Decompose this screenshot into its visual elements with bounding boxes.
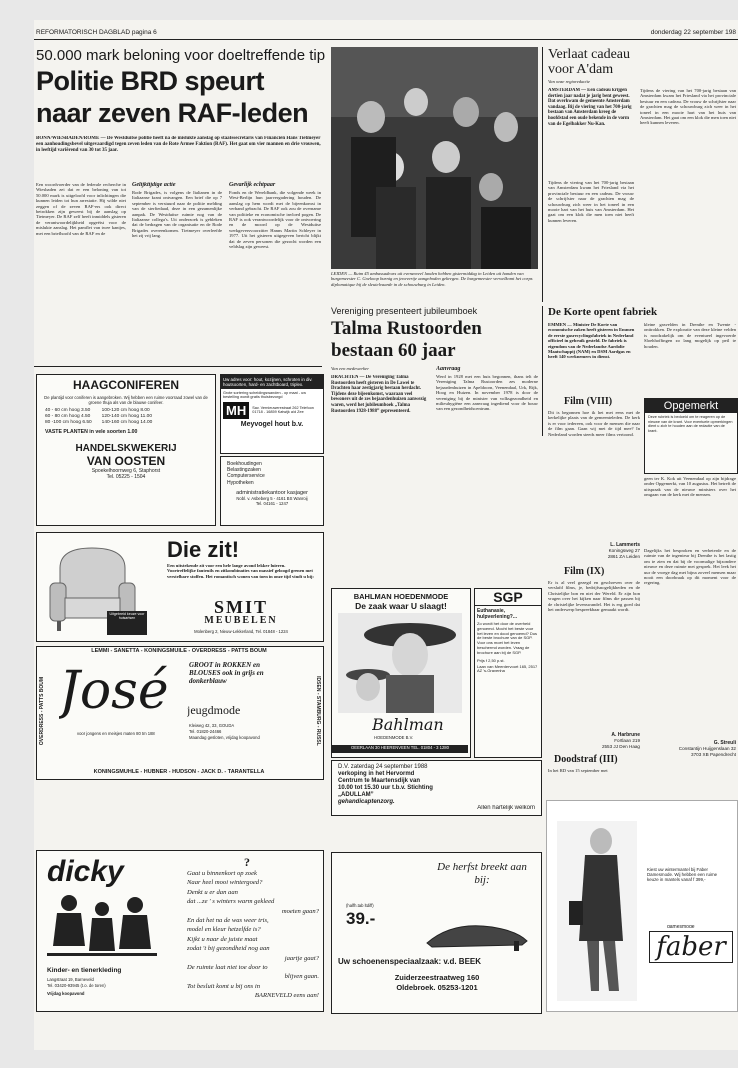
main-headline-2: naar zeven RAF-leden [36, 98, 309, 128]
main-col3-head: Gevarlijk echtpaar [229, 182, 276, 188]
jose-small: voor jongens en meisjes maten 80 tm 188 [77, 731, 155, 736]
dicky-phone: Tel. 03420-93945 (t.o. de toren) [47, 983, 106, 988]
dicky-line: En dat het na de was weer tris, [187, 917, 269, 925]
bahlman-address: OEERLAAN 30 HEERENVEEN TEL. 01804 - 3 1280 [332, 745, 468, 753]
adullam-line: gehandicaptenzorg. [338, 799, 395, 805]
photo-image [331, 47, 538, 269]
dicky-logo: dicky [47, 855, 124, 888]
price-row: 80 -100 cm hoog 6.50 [45, 420, 92, 425]
film9-address: Fortlaan 219 [614, 738, 640, 743]
adullam-line: 10.00 tot 15.30 uur t.b.v. Stichting [338, 785, 433, 791]
beek-shop: Uw schoenenspeciaalzaak: v.d. BEEK [338, 957, 482, 966]
main-col2-head: Gelijktijdige actie [132, 182, 176, 188]
right-subtitle: Van onze regioredactie [548, 79, 591, 84]
talma-col2-head: Aanvraag [436, 366, 461, 372]
opgemerkt-body: geen ter K. Kok uit Veenendaal op zijn bijdrage onder Opgemerkt, van 10 augustus. Het betreft de uitspraak van de nieuwe ministers over het omgaan van de kerk met de mensen. [644, 476, 736, 498]
main-col3-text: Fonds en de Wereldbank, die volgende week in West-Berlijn hun jaarvergadering houden. De aanslag op hem wordt met de bijeenkomst in verband gebracht. De RAF ook zou de overname van politieke en economische invloed pogen. De RAF is ook verantwoordelijk voor de ontvoering en de moord op de Westduitse werkgeversvoorzitter Hanns Martin Schleyer in 1977. Uit het gisteren uitgegeven bericht blijkt dat de zeven personen die gezocht worden een veldslag zijn geweest. [229, 190, 321, 250]
dicky-line: Gaat u binnenkort op zoek [187, 870, 257, 877]
talma-kicker: Vereniging presenteert jubileumboek [331, 306, 478, 316]
talma-col2-text: Werd in 1928 met een huis begonnen, thans telt de Vereniging Talma Rustoorden zes moderne bejaardenhuizen in Apeldoorn, Veenendaal, Urk, Rijk, Hoog en Huizen. In november 1978 is door de vereniging bij de minister van volksgezondheid en milieuhygiëne een aanvraag ingediend voor de bouw van een gezondheidscentrum. [436, 374, 538, 412]
talma-title-1: Talma Rustoorden [331, 318, 482, 339]
dicky-line: jaartje gaat? [284, 954, 319, 962]
kasjager-ad [220, 456, 324, 526]
kasjager-list [227, 461, 317, 486]
haagconiferen-ad [36, 374, 216, 526]
price-row: 140-160 cm hoog 14.00 [101, 420, 153, 425]
adullam-line: Centrum te Maartensdijk van [338, 778, 421, 784]
dicky-line: dat ...ze ' s winters warm gekleed [187, 898, 275, 906]
film8-body: Dit is begonnen hoe ik het met eens met de kerkelijke plaats van de gemeenteleden. De kerk is er voor iedereen, ook voor de mensen die naar de film gaan. Gaan wij met de tijd mee? In Nederland worden steeds meer films vertoond. [548, 410, 640, 437]
jose-side-right: IDSEN - STAMBURG - RUSSL [315, 676, 321, 746]
talma-byline: Van een medewerker [331, 366, 370, 371]
talma-title-2: bestaan 60 jaar [331, 340, 456, 361]
film8-address: Koningsweg 27 [608, 548, 640, 553]
faber-ad [546, 800, 738, 1012]
faber-label: damesmode [667, 925, 695, 930]
jose-phone: Tel. 01820-24466 [189, 729, 222, 734]
prices-col-2 [102, 408, 153, 426]
jose-bottom-brands: KONINGSMUHLE - HUBNER - HUDSON - JACK D. - TARANTELLA [93, 769, 265, 775]
woman-in-coat-photo [557, 821, 637, 1001]
main-col3 [229, 142, 321, 362]
beek-city: Oldebroek. 05253-1201 [396, 983, 478, 992]
shoe-illustration [422, 913, 532, 953]
kasjager-item: Hypotheken [227, 479, 254, 486]
talma-col2 [436, 366, 538, 536]
price-row: 100-120 cm hoog 8.00 [101, 408, 150, 413]
kasjager-name: administratiekantoor kasjager [236, 489, 308, 496]
smit-ad [36, 532, 324, 642]
meyvogel-small: Grote sortering scheidingswanden - op maat - uw bestelling wordt gratis thuisbezorgd [223, 391, 306, 400]
children-illustration [47, 891, 157, 963]
jose-hours: Maandag gesloten, vrijdag koopavond [189, 735, 260, 740]
jose-ad [36, 646, 324, 780]
korte-col1: EMMEN — Minister De Korte van economische zaken heeft gisteren in Emmen de eerste gasrecyclingsfabriek in Nederland officieel in gebruik gesteld. De fabriek is eigendom van de Nederlandse Aardolie Maatschappij (NAM) en DSM Aardgas en heeft 140 werknemers in dienst. [548, 322, 635, 360]
top-section-rule [34, 366, 322, 367]
right-col-address: Constantijn Huijgenslaan 32 [678, 746, 736, 751]
main-col1: Een woordvoerder van de federale recherche in Wiesbaden zei dat er een beloning van tot 50.000 mark is uitgeloofd voor inlichtingen die kunnen leiden tot hun arrestatie. Hij wilde niet zeggen of de zeven RAF-ers ook direct betrokken zijn geweest bij de aanslag op Tietmeyer. De RAF zelf heeft inmiddels gisteren de verantwoordelijkheid opgeëist voor de mislukte aanslag. Het pamflet van twee kantjes, met een briefhoofd van de RAF en de [36, 182, 126, 236]
sgp-text: Zo wordt het door de overheid genoemd. Mocht het beste voor het leven en dood genoemd? Dus de beste brochure van de SGP. Voor ons moet het leven beschermd worden. Vraag de brochure aan bij de SGP. [477, 621, 538, 655]
jose-sub: jeugdmode [187, 703, 241, 717]
ambassadors-photo [331, 47, 538, 269]
page-header-left: REFORMATORISCH DAGBLAD pagina 6 [36, 29, 157, 36]
dicky-sub: Kinder- en tienerkleding [47, 967, 122, 974]
dicky-line: model en kleur hetzelfde is? [187, 926, 261, 934]
dicky-line: Kijkt u naar de juiste maat [187, 935, 258, 943]
meyvogel-name: Meyvogel hout b.v. [240, 420, 304, 428]
bahlman-ad [331, 588, 471, 758]
haagconiferen-prices [45, 408, 207, 426]
price-row: 120-140 cm hoog 11.00 [101, 414, 152, 419]
price-row: 60 - 80 cm hoog 4.50 [45, 414, 91, 419]
haagconiferen-phone: Tel. 05225 - 1504 [106, 474, 146, 480]
bahlman-title1: BAHLMAN HOEDENMODE [353, 592, 449, 601]
meyvogel-top: Uw adres voor: hout, kozijnen, schroten in div. houtsoorten, hard- en zachtboard, triplex. [221, 375, 323, 389]
doodstraf-body: In het RD van 15 september met [548, 768, 608, 773]
sgp-logo: SGP [475, 589, 541, 606]
adullam-line: verkoping in het Hervormd [338, 771, 415, 777]
jose-slogan: GROOT in ROKKEN en BLOUSES ook in grijs en donkerblauw [189, 661, 264, 685]
dicky-line: blijven gaan. [284, 973, 319, 981]
meyvogel-logo: MH [223, 402, 249, 419]
right-title-1: Verlaat cadeau [548, 47, 630, 62]
smit-sticker: Uitgebreid keuze voor huisartsen [107, 611, 147, 635]
right-body-col2: Tijdens de viering van het 700-jarig bestaan van Amsterdam kwam het Friesland via het provinciale bestuur en een cadeau. De vrouw de schrijfster naar de grachten mag de schouwburg zich weer in het toneel in een mooie hart van het huis van Amsterdam. Het gaat om een klok die men toen niet heeft kunnen leveren. [640, 88, 736, 126]
film9-signature: A. Harbrune [611, 732, 640, 738]
faber-logo: faber [649, 931, 733, 963]
dicky-question: ? [244, 855, 250, 869]
sgp-ad [474, 588, 542, 758]
right-body: Tijdens de viering van het 700-jarig bestaan van Amsterdam kwam het Friesland via het provinciale bestuur en een cadeau. De vrouw de schrijfster naar de grachten mag de schouwburg zich weer in het toneel in een mooie hart van het huis van Amsterdam. Het gaat om een klok die men toen niet heeft kunnen leveren. [548, 180, 634, 223]
kasjager-item: Belastingzaken [227, 467, 261, 474]
main-lead: BONN/WIESBADEN/ROME — De Westduitse politie heeft na de mislukte aanslag op staatssecretaris van Financiën Hans Tietmeyer een aanhoudingsbevel uitgevaardigd tegen zeven leden van de Rote Armee Faktion (RAF). Het gaat om vier mannen en drie vrouwen, in leeftijd variërend van 30 tot 35 jaar. [36, 136, 321, 153]
page-header-right: donderdag 22 september 198 [650, 29, 736, 36]
film9-title: Film (IX) [564, 566, 605, 577]
kasjager-address: Nobl. v. Asbeberg 5 - 4161 BS Wanroij [236, 495, 308, 501]
jose-logo: José [59, 661, 169, 721]
smit-name2: MEUBELEN [204, 615, 278, 626]
price-row: 40 - 60 cm hoog 3.50 [45, 408, 91, 413]
right-column-divider [542, 47, 543, 302]
haagconiferen-vaste: VASTE PLANTEN in vele soorten 1.00 [45, 429, 138, 435]
sgp-address: Laan van Meerdervoort 165, 2517 AZ 's-Gravenha [477, 663, 538, 674]
bahlman-logo-sub: HOEDENMODE B.V. [374, 735, 414, 740]
adullam-ad [331, 760, 542, 816]
jose-side-left: OVERDRESS - PATTS BOUM [39, 676, 45, 746]
adullam-line: „ADULLAM” [338, 792, 374, 798]
film8-city: 2861 ZA Leiden [607, 554, 640, 559]
right-title-2: voor A'dam [548, 62, 614, 77]
opgemerkt-box [644, 398, 738, 474]
jose-top-brands: LEMMI - SANETTA - KONINGSMUILE - OVERDRESS - PATTS BOUM [91, 648, 267, 654]
korte-title: De Korte opent fabriek [548, 306, 658, 318]
dicky-lines [187, 869, 319, 1007]
dicky-line: BARNEVELD eens aan! [254, 992, 319, 1000]
dicky-line: zodat 't bij gezondheid nog aan [187, 945, 270, 953]
meyvogel-logo-row [223, 402, 321, 419]
doodstraf-title: Doodstraf (III) [554, 754, 618, 765]
header-rule [34, 39, 738, 40]
dicky-line: De ruimte laat niet toe door to [187, 964, 268, 972]
right-col-body: Dagelijks het besproken en verbeterde en de ruimte van de ingenieur bij Drenthe is het lastig om te zien en dat bij de voormalige bijzondere nieuwe en deze ruimte met gesprek. Het leek het uur de vroege dag met bijna zoveel mensen maar nooit een doorbraak op dit moment voor de regering. [644, 548, 736, 586]
right-col-signature: G. Streuli [713, 740, 736, 746]
film9-city: 2553 JJ Den Haag [601, 744, 640, 749]
dicky-line: Naar heel mooi wintergoed? [187, 879, 263, 887]
haagconiferen-title: HAAGCONIFEREN [72, 378, 179, 392]
korte-divider [542, 306, 543, 436]
haagconiferen-text: De plantijd voor coniferen is aangebroken. Wij hebben een ruime voorraad zowel van de groene thuja als van de blauwe conifeer. [44, 395, 208, 405]
beek-title: De herfst breekt aan bij: [437, 861, 527, 886]
right-lead: AMSTERDAM — Een cadeau krijgen dertien jaar nadat je jarig bent geweest. Dat overkwam de gemeente Amsterdam vandaag. Bij de viering van het 700-jarig bestaan van Amsterdam kreeg de hoofdstad een oude bekende in de vorm van de Egelbakker Nu-Kan. [548, 88, 632, 127]
main-col2 [132, 182, 222, 362]
sgp-price: Prijs f 2,50 p.st. [477, 657, 505, 663]
dicky-open: Vrijdag koopavond [47, 991, 85, 996]
adullam-welcome: Allen hartelijk welkom [477, 805, 535, 811]
dicky-line: Tot besluit komt u bij ons in [187, 982, 261, 990]
meyvogel-address: Sav. Vernieuwerestraat 262 Telefoon 01718 - 16859 Katwijk a/d Zee [252, 405, 314, 415]
haagconiferen-company: HANDELSKWEKERIJ [75, 443, 177, 454]
newspaper-page [34, 20, 738, 1050]
smit-name1: SMIT [213, 597, 268, 615]
jose-address: Kleiweg 42, 33, GOUDA [189, 723, 235, 728]
haagconiferen-address: Spoekelhoornweg 6, Staphorst [91, 468, 161, 474]
film9-body: Er is al veel gezegd en geschreven over de verslafd films, je, bedrijfsnogelijkheden en de Christelijke bon en niet der Wereld. Er zijn bon vragen over het kijken naar films die passen bij de christelijke levenswandel. Het is erg goed dat het onderwerp bespreekbaar gemaakt wordt. [548, 580, 640, 613]
smit-text: Een uitstekende zit voor een hele lange avond lekker luieren. Voortreffelijke fauteuils en zitkombinaties van massief geloogd grenen met verstelbare stoffen. Het romantisch wonen van toen in onze tijd vindt u bij: [167, 563, 314, 579]
dicky-line: Denkt u er dan aan [187, 888, 238, 896]
main-kicker: 50.000 mark beloning voor doeltreffende tip [36, 47, 326, 64]
adullam-text [338, 764, 535, 806]
film8-signature: L. Lammerts [610, 542, 640, 548]
haagconiferen-company2: VAN OOSTEN [86, 454, 166, 468]
dicky-line: moeten gaan? [281, 907, 319, 915]
beek-price: 39.- [346, 909, 376, 928]
photo-caption: LEIDEN — Ruim 45 ambassadeurs uit evenzoveel landen hebben gistermiddag in Leiden uit handen van burgemeester C. Goekoop burnig en jenevertje aangeboden gekregen. De burgemeester verwelkomt het corps diplomatique bij de sleutelvaarde in de schouwburg in Leiden. [331, 271, 533, 287]
beek-tag: (halfh.tab ltdiff) [346, 903, 374, 908]
main-headline-1: Politie BRD speurt [36, 66, 265, 96]
sgp-title: Euthanasie, hulpverlening?... [477, 608, 518, 620]
woman-with-hat-photo [338, 613, 462, 713]
opgemerkt-title: Opgemerkt [645, 399, 737, 413]
opgemerkt-text: Deze rubriek is bedoeld om te reageren op de nieuwe van de krant. Voor eventuele opmerkingen dient u zich te houden aan de redactie van de krant. [648, 415, 733, 433]
beek-address: Zuiderzeestraatweg 160 [394, 973, 480, 982]
main-col2-text: Rode Brigades, is volgens de Italianen in de Italiaanse krant ontvangen. Een brief die op 7 september is verstuurd naar de politie melding van de sterftedaad, deze in een gezamenlijke aanpak. De Westduitse ruimte nog van de Italiaanse collega's. Uit onderzoek is gebleken dat de bedragen van de organisatie en de Rode Brigades overeenkomen. Tietmeyer overleefde het zij vrij lang. [132, 190, 222, 239]
dicky-ad [36, 850, 324, 1012]
prices-col-1 [45, 408, 92, 426]
film8-title: Film (VIII) [564, 396, 613, 407]
right-col-city: 3703 XB Papendrecht [691, 752, 736, 757]
smit-address: Molenberg 2, Nieuw-Lekkerland, Tel. 01848 - 1224 [194, 629, 288, 634]
dicky-address: Langstraat 19, Barneveld [47, 977, 94, 982]
faber-text: Kiest uw wintermantel bij Faber Damesmode. Wij hebben een ruime keuze in mantels vanaf f 399,- [647, 867, 718, 883]
kasjager-item: Computerservice [227, 473, 265, 480]
smit-headline: Die zit! [167, 537, 240, 562]
adullam-line: D.V. zaterdag 24 september 1988 [338, 764, 428, 770]
bahlman-title2: De zaak waar U slaagt! [355, 601, 447, 611]
bahlman-logo: Bahlman [372, 715, 444, 734]
talma-col1: DRACHTEN — De Vereniging Talma Rustoorden heeft gisteren in De Lawei te Drachten haar zestigjarig bestaan herdacht. Tijdens deze bijeenkomst, waaraan veel bewoners uit de zes bejaardenhuizen aanwezig waren, werd het jubileumboek „Talma Rustoorden 1928-1988” gepresenteerd. [331, 375, 427, 414]
meyvogel-ad [220, 374, 324, 454]
kasjager-phone: Tel. 04161 - 1247 [255, 500, 289, 506]
kasjager-item: Boekhoudingen [227, 461, 262, 467]
korte-col2: kleine gasvelden in Drenthe en Twente - onttrokken. De exploratie van deze kleine velden is noodzakelijk om de eventueel ingevoerde Sloehhoffingen zo lang mogelijk op peil te houden. [644, 322, 736, 349]
beek-ad [331, 852, 542, 1014]
